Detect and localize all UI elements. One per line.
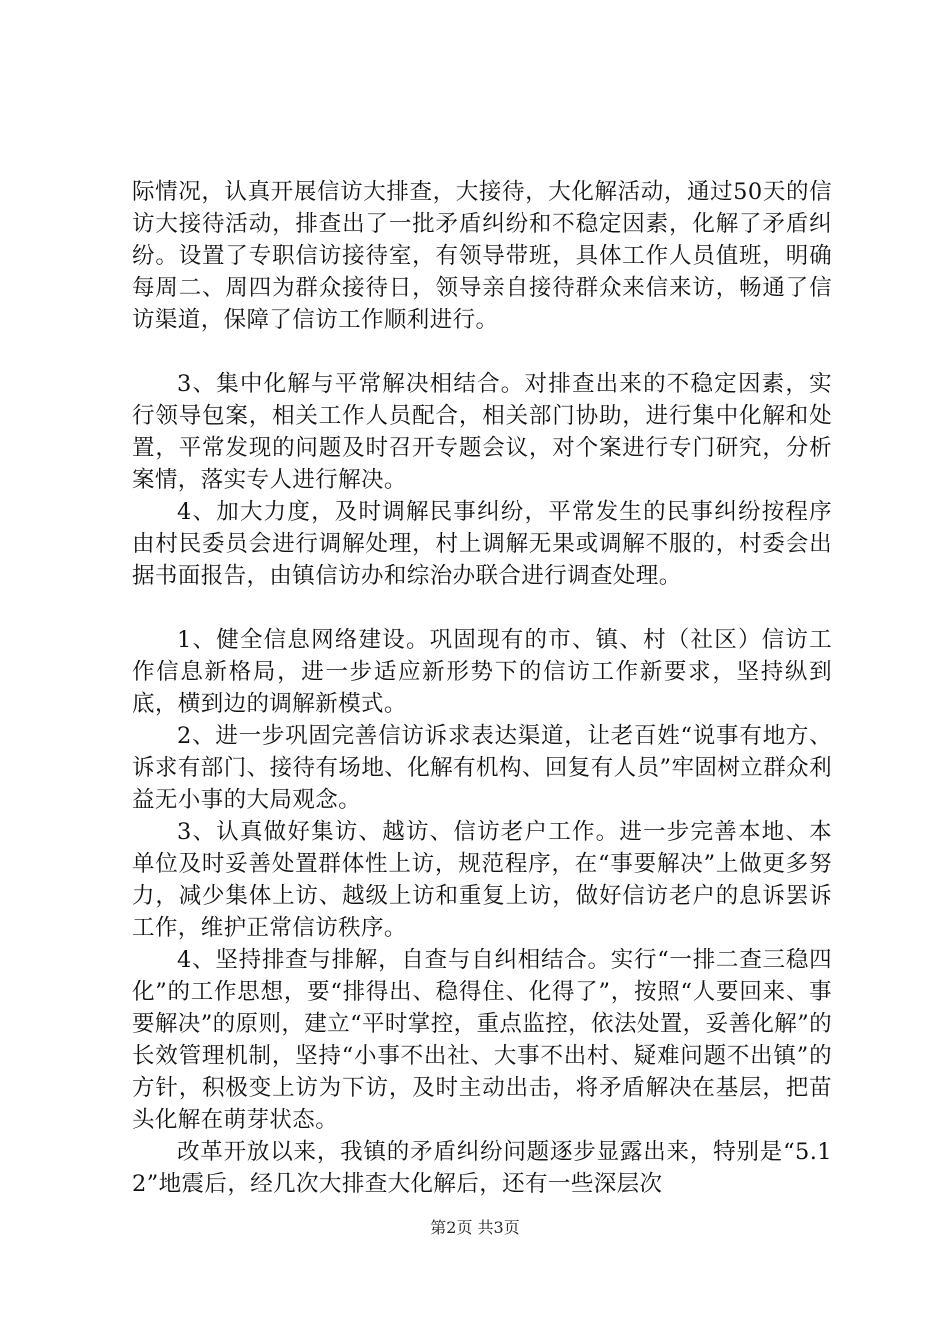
paragraph-item-1-info-network: 1、健全信息网络建设。巩固现有的市、镇、村（社区）信访工作信息新格局，进一步适应新形势下的信访工作新要求，坚持纵到底，横到边的调解新模式。 (132, 627, 832, 717)
paragraph-item-2-channels: 2、进一步巩固完善信访诉求表达渠道，让老百姓“说事有地方、诉求有部门、接待有场地、化解有机构、回复有人员”牢固树立群众利益无小事的大局观念。 (132, 723, 832, 813)
paragraph-reform-opening: 改革开放以来，我镇的矛盾纠纷问题逐步显露出来，特别是“5.12”地震后，经几次大排查大化解后，还有一些深层次 (132, 1139, 832, 1197)
paragraph-item-4-civil-disputes: 4、加大力度，及时调解民事纠纷，平常发生的民事纠纷按程序由村民委员会进行调解处理，村上调解无果或调解不服的，村委会出据书面报告，由镇信访办和综治办联合进行调查处理。 (132, 499, 832, 589)
document-body (132, 176, 832, 1200)
paragraph-item-3-centralized-resolution: 3、集中化解与平常解决相结合。对排查出来的不稳定因素，实行领导包案，相关工作人员配合，相关部门协助，进行集中化解和处置，平常发现的问题及时召开专题会议，对个案进行专门研究，分析案情，落实专人进行解决。 (132, 371, 832, 493)
paragraph-item-3-collective-petitions: 3、认真做好集访、越访、信访老户工作。进一步完善本地、本单位及时妥善处置群体性上访，规范程序，在“事要解决”上做更多努力，减少集体上访、越级上访和重复上访，做好信访老户的息诉罢诉工作，维护正常信访秩序。 (132, 819, 832, 941)
paragraph-item-4-investigation: 4、坚持排查与排解，自查与自纠相结合。实行“一排二查三稳四化”的工作思想，要“排得出、稳得住、化得了”，按照“人要回来、事要解决”的原则，建立“平时掌控，重点监控，依法处置，妥善化解”的长效管理机制，坚持“小事不出社、大事不出村、疑难问题不出镇”的方针，积极变上访为下访，及时主动出击，将矛盾解决在基层，把苗头化解在萌芽状态。 (132, 947, 832, 1133)
page-footer: 第2页 共3页 (430, 1218, 520, 1237)
paragraph-petition-activities: 际情况，认真开展信访大排查，大接待，大化解活动，通过50天的信访大接待活动，排查出了一批矛盾纠纷和不稳定因素，化解了矛盾纠纷。设置了专职信访接待室，有领导带班，具体工作人员值班，明确每周二、周四为群众接待日，领导亲自接待群众来信来访，畅通了信访渠道，保障了信访工作顺利进行。 (132, 179, 832, 333)
